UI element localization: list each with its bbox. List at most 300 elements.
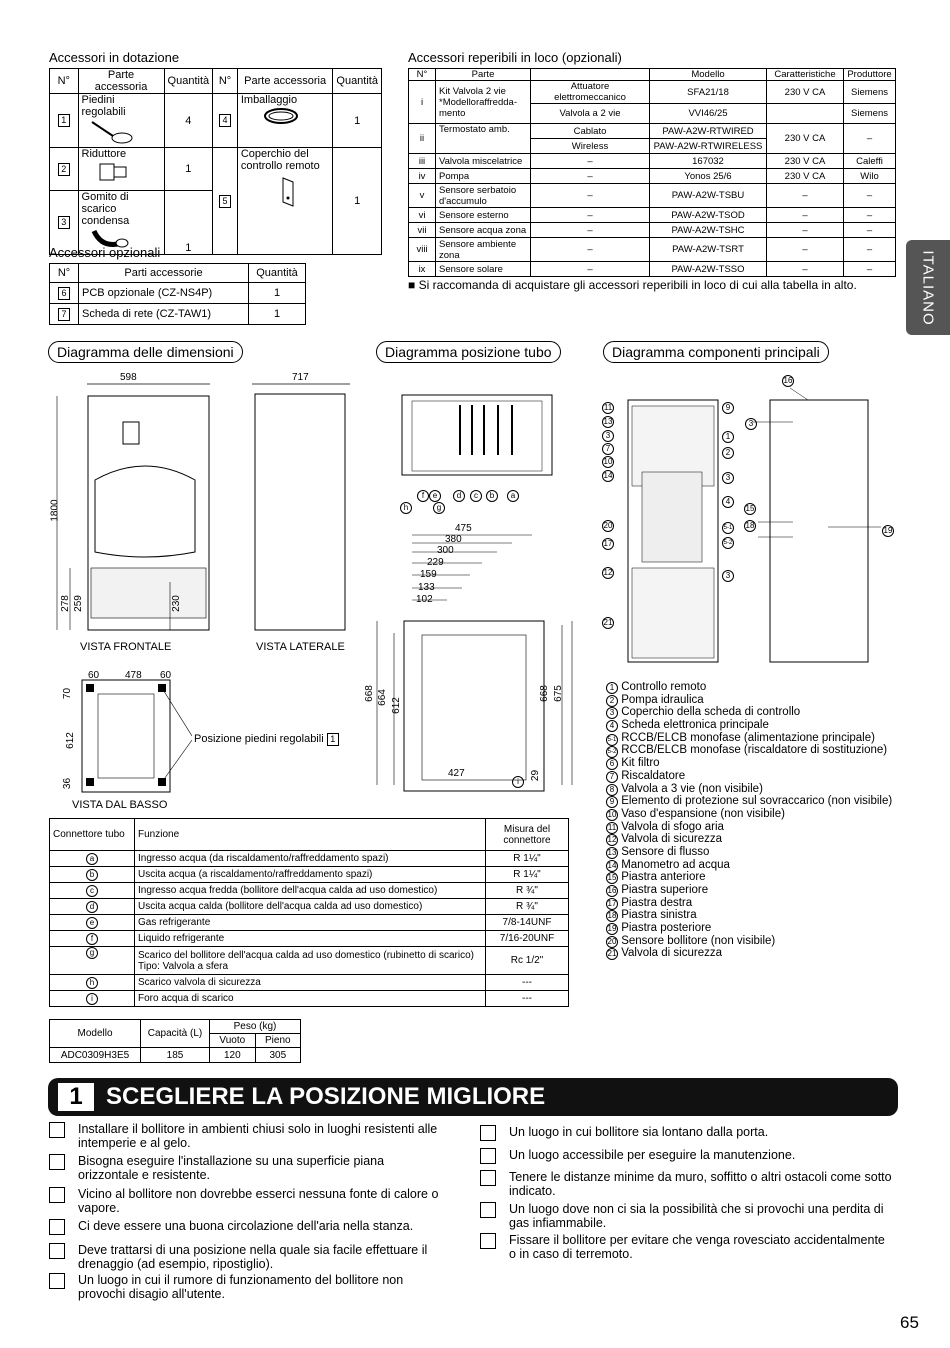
col-header: N° bbox=[50, 264, 79, 283]
components-diagram-title: Diagramma componenti principali bbox=[603, 341, 829, 363]
section-number: 1 bbox=[58, 1083, 94, 1111]
front-side-view-drawing bbox=[45, 372, 365, 662]
dim-300: 300 bbox=[437, 545, 454, 556]
dim-bottom-70: 70 bbox=[62, 687, 74, 700]
checkbox[interactable] bbox=[480, 1233, 496, 1249]
checkbox[interactable] bbox=[480, 1170, 496, 1186]
component-callout: 17 bbox=[603, 539, 613, 548]
row-sub: – bbox=[531, 238, 650, 262]
legend-num: 5-2 bbox=[606, 746, 618, 758]
connector-size: R 1¼" bbox=[486, 851, 569, 867]
component-callout: 20 bbox=[603, 521, 613, 530]
component-callout: 7 bbox=[602, 443, 614, 455]
row-part: Pompa bbox=[436, 169, 531, 184]
dim-102: 102 bbox=[416, 594, 433, 605]
language-tab-label: ITALIANO bbox=[919, 249, 937, 326]
dim-bottom-478: 478 bbox=[125, 670, 142, 681]
checklist-item-text: Un luogo accessibile per eseguire la manutenzione. bbox=[509, 1148, 796, 1162]
dim-bottom-60b: 60 bbox=[160, 670, 172, 681]
qty: 1 bbox=[333, 148, 382, 255]
dim-230: 230 bbox=[170, 595, 182, 612]
legend-num: 5-1 bbox=[606, 734, 618, 746]
item-number: 2 bbox=[58, 163, 70, 176]
col-header: Parte accessoria bbox=[237, 69, 333, 94]
col-header: Caratteristiche bbox=[767, 69, 844, 81]
side-view-label: VISTA LATERALE bbox=[256, 641, 345, 653]
bottom-view-label: VISTA DAL BASSO bbox=[72, 799, 168, 811]
row-part: Sensore serbatoio d'accumulo bbox=[436, 184, 531, 208]
dimension-diagram-title: Diagramma delle dimensioni bbox=[48, 341, 243, 363]
capacity-value: 185 bbox=[141, 1048, 210, 1063]
qty: 1 bbox=[164, 191, 213, 255]
component-callout: 5-2 bbox=[722, 537, 734, 549]
row-model: Yonos 25/6 bbox=[650, 169, 767, 184]
empty-weight-value: 120 bbox=[210, 1048, 256, 1063]
col-header: Capacità (L) bbox=[141, 1020, 210, 1048]
legend-num: 20 bbox=[607, 936, 617, 946]
row-no: vii bbox=[409, 223, 436, 238]
legend-num: 15 bbox=[607, 873, 617, 883]
component-callout: 3 bbox=[745, 418, 757, 430]
connector-letter: f bbox=[86, 933, 98, 945]
row-maker: – bbox=[844, 124, 896, 154]
connector-letter: e bbox=[86, 917, 98, 929]
pipe-connector-table bbox=[49, 818, 569, 1007]
legend-text: Sensore di flusso bbox=[621, 845, 710, 858]
legend-text: Coperchio della scheda di controllo bbox=[621, 706, 801, 719]
checkbox[interactable] bbox=[49, 1187, 65, 1203]
legend-text: RCCB/ELCB monofase (riscaldatore di sostituzione) bbox=[621, 744, 888, 757]
dim-1800: 1800 bbox=[49, 499, 61, 522]
row-maker: – bbox=[844, 223, 896, 238]
dim-159: 159 bbox=[420, 569, 437, 580]
qty: 4 bbox=[164, 94, 213, 148]
col-header: Quantità bbox=[333, 69, 382, 94]
component-callout: 21 bbox=[603, 618, 613, 627]
row-model: VVI46/25 bbox=[650, 104, 767, 124]
row-sub: – bbox=[531, 184, 650, 208]
legend-text: Valvola a 3 vie (non visibile) bbox=[621, 782, 763, 795]
language-tab bbox=[906, 240, 950, 335]
row-spec: – bbox=[767, 262, 844, 277]
legend-text: Kit filtro bbox=[621, 757, 660, 770]
row-sub: – bbox=[531, 262, 650, 277]
legend-item bbox=[606, 706, 892, 719]
row-no: v bbox=[409, 184, 436, 208]
component-callout: 18 bbox=[745, 521, 755, 530]
connector-function: Scarico valvola di sicurezza bbox=[135, 975, 486, 991]
dim-475: 475 bbox=[455, 523, 472, 534]
legend-item bbox=[606, 859, 892, 872]
legend-text: Elemento di protezione sul sovraccarico (non visibile) bbox=[621, 795, 893, 808]
checkbox[interactable] bbox=[49, 1243, 65, 1259]
checklist-item-text: Ci deve essere una buona circolazione dell'aria nella stanza. bbox=[78, 1219, 414, 1233]
part-name: Imballaggio bbox=[240, 94, 298, 106]
connector-function: Gas refrigerante bbox=[135, 915, 486, 931]
row-maker: Wilo bbox=[844, 169, 896, 184]
legend-text: RCCB/ELCB monofase (alimentazione principale) bbox=[621, 731, 875, 744]
legend-num: 18 bbox=[607, 911, 617, 921]
checklist-item-text: Installare il bollitore in ambienti chiusi solo in luoghi resistenti alle intemperie e al gelo. bbox=[78, 1122, 438, 1150]
component-callout: 1 bbox=[722, 431, 734, 443]
row-model: PAW-A2W-TSBU bbox=[650, 184, 767, 208]
connector-function: Ingresso acqua (da riscaldamento/raffreddamento spazi) bbox=[135, 851, 486, 867]
legend-item bbox=[606, 871, 892, 884]
legend-text: Piastra anteriore bbox=[621, 871, 706, 884]
row-no: ix bbox=[409, 262, 436, 277]
legend-item bbox=[606, 884, 892, 897]
row-spec bbox=[767, 104, 844, 124]
legend-item bbox=[606, 757, 892, 770]
checkbox[interactable] bbox=[49, 1219, 65, 1235]
legend-num: 3 bbox=[606, 707, 618, 719]
checklist-item-text: Bisogna eseguire l'installazione su una superficie piana orizzontale e resistente. bbox=[78, 1154, 385, 1182]
row-spec: 230 V CA bbox=[767, 81, 844, 104]
connector-letter: i bbox=[86, 993, 98, 1005]
item-number: 4 bbox=[219, 114, 231, 127]
row-part: Valvola miscelatrice bbox=[436, 154, 531, 169]
section-title: SCEGLIERE LA POSIZIONE MIGLIORE bbox=[106, 1083, 546, 1110]
legend-item bbox=[606, 732, 892, 745]
connector-function: Scarico del bollitore dell'acqua calda ad uso domestico (rubinetto di scarico) Tipo: Valvola a sfera bbox=[135, 947, 486, 975]
row-maker: – bbox=[844, 184, 896, 208]
col-header: Quantità bbox=[249, 264, 306, 283]
col-header: Connettore tubo bbox=[50, 819, 135, 851]
optional-table bbox=[49, 263, 306, 325]
row-part: Sensore solare bbox=[436, 262, 531, 277]
checkbox[interactable] bbox=[480, 1148, 496, 1164]
connector-letter: g bbox=[86, 947, 98, 959]
dim-278: 278 bbox=[59, 595, 71, 612]
col-header: N° bbox=[409, 69, 436, 81]
included-table bbox=[49, 68, 382, 255]
row-no: viii bbox=[409, 238, 436, 262]
item-number: 7 bbox=[58, 308, 70, 321]
component-callout: 16 bbox=[783, 376, 793, 385]
legend-text: Valvola di sicurezza bbox=[621, 947, 722, 960]
component-callout: 3 bbox=[602, 430, 614, 442]
legend-num: 21 bbox=[607, 949, 617, 959]
component-callout: 5-1 bbox=[722, 522, 734, 534]
local-title: Accessori reperibili in loco (opzionali) bbox=[408, 50, 622, 65]
row-model: PAW-A2W-TSHC bbox=[650, 223, 767, 238]
pipe-letter: c bbox=[470, 490, 482, 502]
component-callout: 3 bbox=[722, 472, 734, 484]
col-header: Parti accessorie bbox=[79, 264, 249, 283]
row-spec: – bbox=[767, 208, 844, 223]
legend-text: Manometro ad acqua bbox=[621, 858, 730, 871]
col-header: N° bbox=[50, 69, 79, 94]
checkbox[interactable] bbox=[49, 1154, 65, 1170]
legend-text: Piastra superiore bbox=[621, 884, 709, 896]
qty: 1 bbox=[333, 94, 382, 148]
components-legend bbox=[606, 681, 892, 960]
row-sub: – bbox=[531, 169, 650, 184]
dim-717: 717 bbox=[292, 372, 309, 383]
pipe-letter: b bbox=[486, 490, 498, 502]
connector-size: --- bbox=[486, 991, 569, 1007]
part-name: Gomito di scarico condensa bbox=[81, 191, 130, 227]
row-sub: Valvola a 2 vie bbox=[531, 104, 650, 124]
component-callout: 12 bbox=[603, 568, 613, 577]
col-header: Modello bbox=[650, 69, 767, 81]
col-header: Funzione bbox=[135, 819, 486, 851]
part-name: Riduttore bbox=[81, 148, 127, 160]
col-header: Parte bbox=[436, 69, 531, 81]
connector-letter: c bbox=[86, 885, 98, 897]
weight-table bbox=[49, 1019, 301, 1063]
row-spec: 230 V CA bbox=[767, 169, 844, 184]
legend-item bbox=[606, 821, 892, 834]
legend-num: 7 bbox=[606, 771, 618, 783]
row-model: 167032 bbox=[650, 154, 767, 169]
pipe-letter: f bbox=[417, 490, 429, 502]
legend-num: 1 bbox=[606, 682, 618, 694]
row-maker: – bbox=[844, 262, 896, 277]
row-maker: Siemens bbox=[844, 81, 896, 104]
connector-letter: a bbox=[86, 853, 98, 865]
dim-668b: 668 bbox=[538, 685, 550, 702]
legend-text: Piastra sinistra bbox=[621, 909, 697, 922]
checklist-item-text: Tenere le distanze minime da muro, soffitto o altri ostacoli come sotto indicato. bbox=[509, 1170, 892, 1198]
legend-num: 8 bbox=[606, 784, 618, 796]
legend-num: 6 bbox=[606, 758, 618, 770]
legend-num: 4 bbox=[606, 720, 618, 732]
row-part: Sensore ambiente zona bbox=[436, 238, 531, 262]
row-sub: Cablato bbox=[531, 124, 650, 139]
component-callout: 15 bbox=[745, 504, 755, 513]
qty: 1 bbox=[249, 304, 306, 325]
remote-cover-illustration bbox=[241, 172, 301, 212]
pipe-position-drawing bbox=[372, 385, 582, 795]
col-header: Modello bbox=[50, 1020, 141, 1048]
row-spec: – bbox=[767, 238, 844, 262]
pipe-diagram-title: Diagramma posizione tubo bbox=[376, 341, 561, 363]
page-number: 65 bbox=[900, 1313, 919, 1332]
connector-function: Uscita acqua (a riscaldamento/raffreddamento spazi) bbox=[135, 867, 486, 883]
legend-num: 11 bbox=[607, 822, 617, 832]
component-callout: 19 bbox=[883, 526, 893, 535]
connector-size: R ¾" bbox=[486, 899, 569, 915]
legend-item bbox=[606, 681, 892, 694]
checkbox[interactable] bbox=[49, 1122, 65, 1138]
component-callout: 11 bbox=[603, 403, 613, 412]
row-maker: – bbox=[844, 238, 896, 262]
section-banner bbox=[48, 1078, 898, 1116]
legend-item bbox=[606, 744, 892, 757]
pipe-letter: a bbox=[507, 490, 519, 502]
connector-size: R ¾" bbox=[486, 883, 569, 899]
reducer-illustration bbox=[82, 160, 142, 184]
row-model: PAW-A2W-RTWIRED bbox=[650, 124, 767, 139]
legend-item bbox=[606, 897, 892, 910]
legend-num: 16 bbox=[607, 886, 617, 895]
legend-text: Sensore bollitore (non visibile) bbox=[621, 934, 776, 947]
row-model: PAW-A2W-TSSO bbox=[650, 262, 767, 277]
legend-item bbox=[606, 783, 892, 796]
checklist-item-text: Vicino al bollitore non dovrebbe esserci nessuna fonte di calore o vapore. bbox=[78, 1187, 439, 1215]
qty: 1 bbox=[164, 148, 213, 191]
local-note: ■ Si raccomanda di acquistare gli accessori reperibili in loco di cui alla tabella in alto. bbox=[408, 278, 857, 292]
pipe-letter: d bbox=[453, 490, 465, 502]
dim-668a: 668 bbox=[363, 685, 375, 702]
legend-num: 19 bbox=[607, 924, 617, 934]
legend-num: 13 bbox=[607, 847, 617, 857]
legend-text: Riscaldatore bbox=[621, 769, 686, 782]
part-name: PCB opzionale (CZ-NS4P) bbox=[79, 283, 249, 304]
row-spec: 230 V CA bbox=[767, 154, 844, 169]
dim-380: 380 bbox=[445, 534, 462, 545]
component-callout: 13 bbox=[603, 417, 613, 426]
dim-664: 664 bbox=[376, 689, 388, 706]
checklist-item-text: Deve trattarsi di una posizione nella quale sia facile effettuare il drenaggio (ad esempio, ripostiglio). bbox=[78, 1243, 428, 1271]
row-no: i bbox=[409, 81, 436, 124]
feet-box: 1 bbox=[327, 733, 339, 746]
component-callout: 3 bbox=[722, 570, 734, 582]
col-header: Misura del connettore bbox=[486, 819, 569, 851]
connector-letter: d bbox=[86, 901, 98, 913]
dim-229: 229 bbox=[427, 557, 444, 568]
pipe-letter: i bbox=[512, 776, 524, 788]
legend-num: 14 bbox=[607, 860, 617, 870]
row-no: iv bbox=[409, 169, 436, 184]
legend-text: Controllo remoto bbox=[621, 681, 707, 693]
connector-letter: h bbox=[86, 977, 98, 989]
checkbox[interactable] bbox=[49, 1273, 65, 1289]
connector-size: 7/16-20UNF bbox=[486, 931, 569, 947]
checklist-item-text: Un luogo in cui il rumore di funzionamento del bollitore non provochi disagio all'utente. bbox=[78, 1273, 404, 1301]
legend-text: Scheda elettronica principale bbox=[621, 719, 769, 732]
dim-29: 29 bbox=[530, 769, 542, 782]
included-title: Accessori in dotazione bbox=[49, 50, 180, 65]
connector-function: Ingresso acqua fredda (bollitore dell'acqua calda ad uso domestico) bbox=[135, 883, 486, 899]
col-header: Peso (kg) bbox=[210, 1020, 301, 1034]
row-model: SFA21/18 bbox=[650, 81, 767, 104]
packing-ring-illustration bbox=[241, 106, 301, 128]
legend-item bbox=[606, 922, 892, 935]
legend-item bbox=[606, 719, 892, 732]
row-maker: Siemens bbox=[844, 104, 896, 124]
col-header: Produttore bbox=[844, 69, 896, 81]
legend-text: Piastra destra bbox=[621, 896, 693, 909]
legend-item bbox=[606, 935, 892, 948]
legend-num: 17 bbox=[607, 898, 617, 908]
part-name: Scheda di rete (CZ-TAW1) bbox=[79, 304, 249, 325]
dim-bottom-36: 36 bbox=[62, 777, 74, 790]
dim-259: 259 bbox=[72, 595, 84, 612]
connector-letter: b bbox=[86, 869, 98, 881]
dim-612: 612 bbox=[390, 697, 402, 714]
col-header: Vuoto bbox=[210, 1034, 256, 1048]
front-view-label: VISTA FRONTALE bbox=[80, 641, 172, 653]
legend-num: 2 bbox=[606, 695, 618, 707]
pipe-letter: e bbox=[429, 490, 441, 502]
connector-size: --- bbox=[486, 975, 569, 991]
legend-num: 12 bbox=[607, 835, 617, 845]
adjustable-foot-illustration bbox=[82, 118, 142, 144]
row-part: Sensore esterno bbox=[436, 208, 531, 223]
row-maker: – bbox=[844, 208, 896, 223]
pipe-letter: g bbox=[433, 502, 445, 514]
col-header bbox=[531, 69, 650, 81]
legend-item bbox=[606, 694, 892, 707]
dim-598: 598 bbox=[120, 372, 137, 383]
feet-position-label bbox=[194, 733, 339, 746]
checkbox[interactable] bbox=[480, 1202, 496, 1218]
legend-text: Vaso d'espansione (non visibile) bbox=[621, 807, 785, 820]
row-sub: – bbox=[531, 208, 650, 223]
row-sub: Attuatore elettromeccanico bbox=[531, 81, 650, 104]
legend-item bbox=[606, 947, 892, 960]
legend-num: 10 bbox=[607, 809, 617, 819]
row-model: PAW-A2W-RTWIRELESS bbox=[650, 139, 767, 154]
component-callout: 14 bbox=[603, 471, 613, 480]
item-number: 6 bbox=[58, 287, 70, 300]
col-header: N° bbox=[213, 69, 238, 94]
legend-num: 9 bbox=[606, 796, 618, 808]
component-callout: 10 bbox=[603, 457, 613, 466]
row-part: Kit Valvola 2 vie *Modelloraffredda-mento bbox=[436, 81, 531, 124]
row-no: vi bbox=[409, 208, 436, 223]
dim-133: 133 bbox=[418, 582, 435, 593]
model-value: ADC0309H3E5 bbox=[50, 1048, 141, 1063]
feet-position-text: Posizione piedini regolabili bbox=[194, 733, 324, 745]
legend-text: Piastra posteriore bbox=[621, 922, 712, 935]
legend-item bbox=[606, 808, 892, 821]
dim-bottom-612: 612 bbox=[64, 732, 76, 749]
legend-text: Valvola di sicurezza bbox=[621, 833, 722, 846]
row-sub: – bbox=[531, 223, 650, 238]
col-header: Parte accessoria bbox=[78, 69, 164, 94]
full-weight-value: 305 bbox=[255, 1048, 300, 1063]
legend-item bbox=[606, 770, 892, 783]
part-name: Piedini regolabili bbox=[81, 94, 126, 118]
legend-item bbox=[606, 909, 892, 922]
row-model: PAW-A2W-TSOD bbox=[650, 208, 767, 223]
legend-item bbox=[606, 795, 892, 808]
row-sub: Wireless bbox=[531, 139, 650, 154]
connector-size: Rc 1/2" bbox=[486, 947, 569, 975]
connector-size: R 1¼" bbox=[486, 867, 569, 883]
col-header: Quantità bbox=[164, 69, 213, 94]
row-sub: – bbox=[531, 154, 650, 169]
component-callout: 9 bbox=[722, 402, 734, 414]
item-number: 1 bbox=[58, 114, 70, 127]
checkbox[interactable] bbox=[480, 1125, 496, 1141]
connector-function: Liquido refrigerante bbox=[135, 931, 486, 947]
connector-function: Foro acqua di scarico bbox=[135, 991, 486, 1007]
row-no: iii bbox=[409, 154, 436, 169]
dim-bottom-60a: 60 bbox=[88, 670, 100, 681]
component-callout: 4 bbox=[722, 496, 734, 508]
row-model: PAW-A2W-TSRT bbox=[650, 238, 767, 262]
legend-item bbox=[606, 846, 892, 859]
qty: 1 bbox=[249, 283, 306, 304]
legend-text: Pompa idraulica bbox=[621, 693, 704, 706]
dim-427: 427 bbox=[448, 768, 465, 779]
part-name: Coperchio del controllo remoto bbox=[240, 148, 320, 172]
connector-function: Uscita acqua calda (bollitore dell'acqua calda ad uso domestico) bbox=[135, 899, 486, 915]
legend-item bbox=[606, 833, 892, 846]
row-no: ii bbox=[409, 124, 436, 154]
col-header: Pieno bbox=[255, 1034, 300, 1048]
dim-675: 675 bbox=[552, 685, 564, 702]
row-maker: Caleffi bbox=[844, 154, 896, 169]
checklist-item-text: Fissare il bollitore per evitare che venga rovesciato accidentalmente o in caso di terremoto. bbox=[509, 1233, 885, 1261]
checklist-item-text: Un luogo dove non ci sia la possibilità che si provochi una perdita di gas infiammabile. bbox=[509, 1202, 884, 1230]
optional-title: Accessori opzionali bbox=[49, 245, 161, 260]
bottom-view-drawing bbox=[62, 668, 192, 796]
